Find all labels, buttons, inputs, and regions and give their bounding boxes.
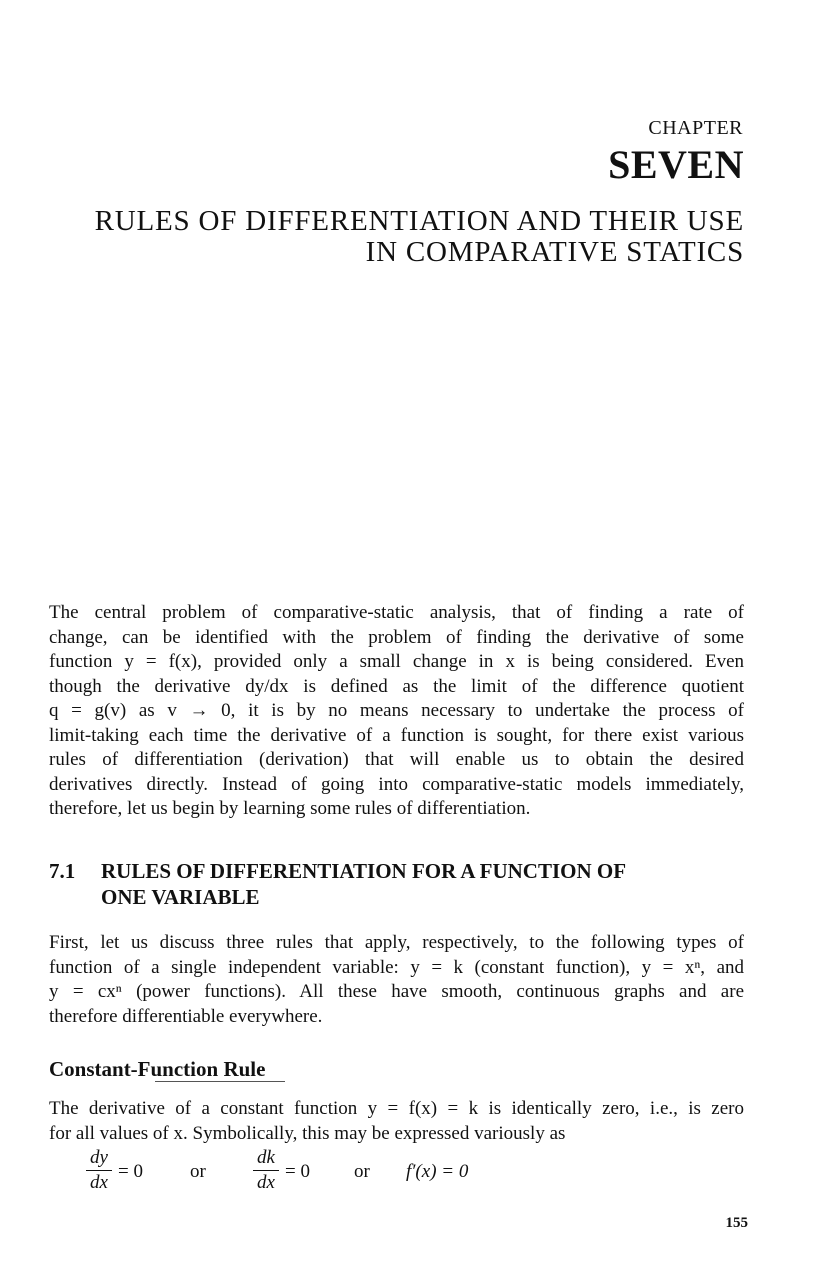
section-title-line2: ONE VARIABLE [101, 885, 260, 909]
section-heading [49, 858, 626, 910]
rule-paragraph [49, 1097, 744, 1146]
fraction-numerator: dy [90, 1147, 108, 1168]
paragraph-line: for all values of x. Symbolically, this may be expressed variously as [49, 1122, 566, 1144]
fraction-bar [86, 1170, 112, 1171]
paragraph-line: change, can be identified with the problem of finding the derivative of some [49, 626, 744, 648]
paragraph-line: function of a single independent variable: y = k (constant function), y = xⁿ, and [49, 956, 744, 978]
equation-row [86, 1148, 606, 1198]
paragraph-line: rules of differentiation (derivation) that will enable us to obtain the desired [49, 749, 744, 770]
equation-rhs: = 0 [118, 1161, 143, 1182]
section-intro-paragraph [49, 931, 744, 1029]
fraction-bar [253, 1170, 279, 1171]
paragraph-line: y = cxⁿ (power functions). All these have smooth, continuous graphs and are [49, 981, 744, 1002]
fraction-dy-dx [86, 1148, 112, 1193]
fraction-denominator: dx [90, 1172, 108, 1193]
section-number: 7.1 [49, 859, 76, 883]
chapter-title-line1: RULES OF DIFFERENTIATION AND THEIR USE [94, 205, 744, 237]
chapter-number: SEVEN [608, 142, 744, 187]
rule-heading-underline [155, 1081, 285, 1082]
fraction-numerator: dk [257, 1147, 275, 1168]
paragraph-line: The central problem of comparative-static analysis, that of finding a rate of [49, 602, 744, 623]
equation-or: or [190, 1161, 206, 1182]
chapter-title-line2: IN COMPARATIVE STATICS [365, 236, 744, 268]
equation-fprime: f′(x) = 0 [406, 1161, 469, 1182]
paragraph-line: therefore differentiable everywhere. [49, 1005, 323, 1027]
rule-heading: Constant-Function Rule [49, 1057, 266, 1081]
paragraph-line: q = g(v) as v → 0, it is by no means necessary to undertake the process of [49, 700, 744, 721]
chapter-label: CHAPTER [648, 117, 743, 139]
page-number: 155 [725, 1215, 748, 1231]
paragraph-line: therefore, let us begin by learning some rules of differentiation. [49, 798, 531, 819]
paragraph-line: derivatives directly. Instead of going into comparative-static models immediately, [49, 773, 744, 795]
paragraph-line: function y = f(x), provided only a small change in x is being considered. Even [49, 651, 744, 672]
fraction-denominator: dx [257, 1172, 275, 1193]
paragraph-line: The derivative of a constant function y = f(x) = k is identically zero, i.e., is zero [49, 1098, 744, 1119]
paragraph-line: First, let us discuss three rules that apply, respectively, to the following types of [49, 932, 744, 953]
equation-or: or [354, 1161, 370, 1182]
section-title-line1: RULES OF DIFFERENTIATION FOR A FUNCTION OF [101, 859, 627, 883]
equation-rhs: = 0 [285, 1161, 310, 1182]
fraction-dk-dx [253, 1148, 279, 1193]
paragraph-line: though the derivative dy/dx is defined as the limit of the difference quotient [49, 675, 744, 697]
paragraph-line: limit-taking each time the derivative of a function is sought, for there exist various [49, 724, 744, 746]
intro-paragraph [49, 601, 744, 822]
